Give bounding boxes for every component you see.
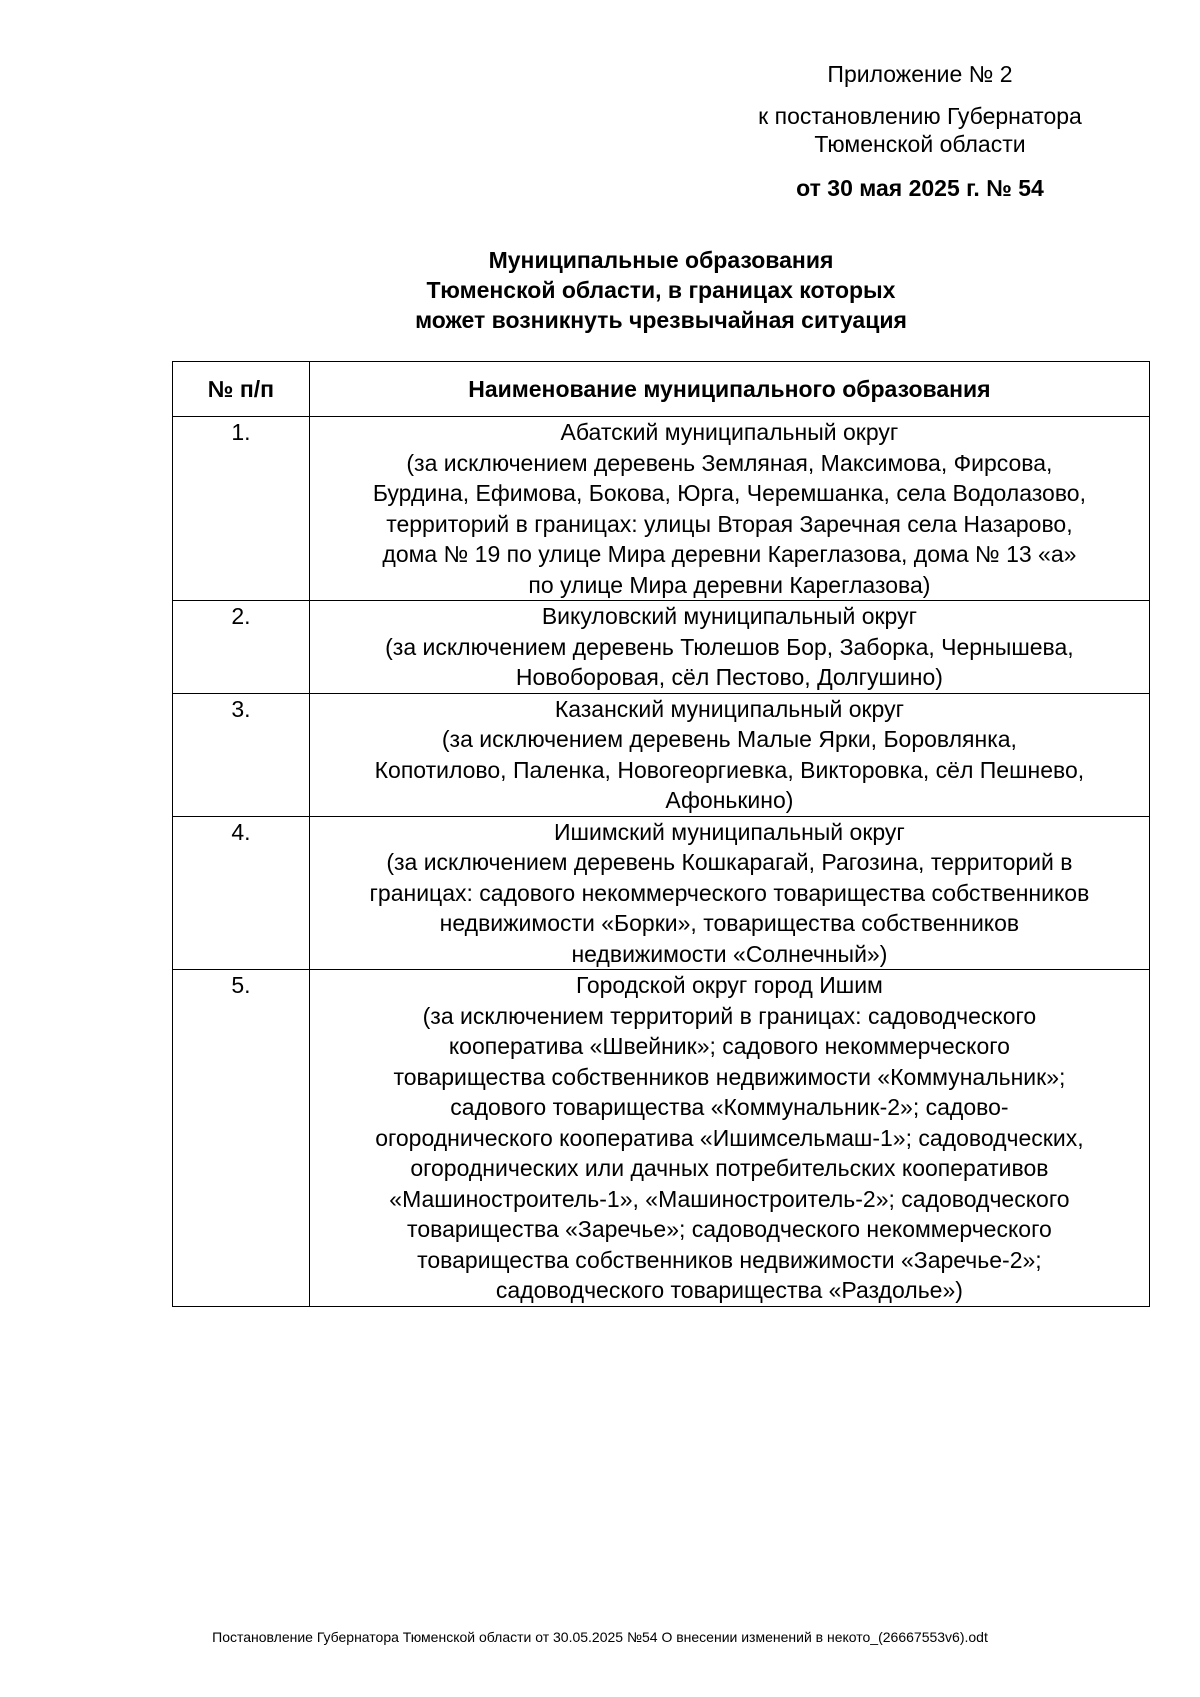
document-title-line: Муниципальные образования [488, 247, 834, 273]
municipality-name-line: (за исключением деревень Тюлешов Бор, Заборка, Чернышева, [385, 633, 1074, 660]
municipality-name-line: территорий в границах: улицы Вторая Заречная села Назарово, [386, 510, 1073, 537]
municipality-name [309, 693, 1149, 816]
municipality-name-line: дома № 19 по улице Мира деревни Кареглазова, дома № 13 «а» [382, 541, 1077, 567]
column-header-name: Наименование муниципального образования [309, 362, 1149, 417]
appendix-reference-line: Тюменской области [814, 131, 1026, 157]
municipality-name-line: (за исключением деревень Земляная, Максимова, Фирсова, [406, 449, 1053, 476]
appendix-reference-line: к постановлению Губернатора [758, 103, 1082, 129]
municipality-name [309, 417, 1149, 601]
row-number: 1. [173, 417, 310, 601]
row-number: 5. [173, 970, 310, 1307]
row-number: 4. [173, 816, 310, 970]
municipality-name-line: Бурдина, Ефимова, Бокова, Юрга, Черемшанка, села Водолазово, [372, 480, 1086, 506]
table-row [173, 417, 1150, 601]
municipality-name-line: недвижимости «Солнечный») [571, 940, 888, 967]
municipality-name-line: Новоборовая, сёл Пестово, Долгушино) [515, 664, 943, 690]
document-title-line: Тюменской области, в границах которых [426, 277, 896, 303]
municipality-name-line: Копотилово, Паленка, Новогеоргиевка, Викторовка, сёл Пешнево, [374, 756, 1085, 783]
municipality-name [309, 816, 1149, 970]
table-row [173, 970, 1150, 1307]
municipality-name-line: огороднических или дачных потребительских кооперативов [410, 1155, 1049, 1181]
municipality-name-line: товарищества собственников недвижимости «Коммунальник»; [393, 1063, 1066, 1090]
table-header-row [173, 362, 1150, 417]
municipalities-table [172, 361, 1150, 1307]
municipality-name-line: садового товарищества «Коммунальник-2»; садово- [450, 1094, 1009, 1120]
appendix-label: Приложение № 2 [827, 61, 1013, 87]
municipality-name-line: огороднического кооператива «Ишимсельмаш-1»; садоводческих, [375, 1124, 1084, 1151]
municipality-name [309, 970, 1149, 1307]
document-title [172, 245, 1150, 335]
municipality-name-line: Афонькино) [665, 787, 794, 813]
municipality-name-line: товарищества «Заречье»; садоводческого некоммерческого [407, 1216, 1052, 1242]
footer-filename: Постановление Губернатора Тюменской области от 30.05.2025 №54 О внесении изменений в некото_(26667553v6).odt [212, 1629, 988, 1645]
municipality-name-line: (за исключением территорий в границах: садоводческого [422, 1002, 1037, 1029]
municipality-name-line: Викуловский муниципальный округ [541, 603, 917, 629]
municipality-name-line: Городской округ город Ишим [575, 972, 883, 998]
municipality-name-line: по улице Мира деревни Кареглазова) [528, 571, 931, 598]
municipality-name-line: Ишимский муниципальный округ [553, 818, 905, 845]
row-number: 2. [173, 601, 310, 694]
table-row [173, 816, 1150, 970]
municipality-name-line: кооператива «Швейник»; садового некоммерческого [448, 1033, 1010, 1059]
municipality-name-line: товарищества собственников недвижимости «Заречье-2»; [417, 1246, 1042, 1273]
municipality-name-line: недвижимости «Борки», товарищества собственников [439, 910, 1020, 936]
appendix-date: от 30 мая 2025 г. № 54 [796, 175, 1044, 201]
table-row [173, 601, 1150, 694]
municipality-name-line: Абатский муниципальный округ [560, 419, 899, 445]
municipality-name-line: Казанский муниципальный округ [554, 695, 904, 722]
document-title-line: может возникнуть чрезвычайная ситуация [415, 307, 907, 333]
municipality-name-line: (за исключением деревень Кошкарагай, Рагозина, территорий в [386, 849, 1073, 875]
appendix-reference [700, 102, 1140, 158]
municipality-name [309, 601, 1149, 694]
municipality-name-line: садоводческого товарищества «Раздолье») [495, 1277, 963, 1303]
column-header-number: № п/п [173, 362, 310, 417]
row-number: 3. [173, 693, 310, 816]
table-body [173, 417, 1150, 1307]
municipality-name-line: границах: садового некоммерческого товарищества собственников [369, 879, 1090, 906]
table-row [173, 693, 1150, 816]
municipality-name-line: (за исключением деревень Малые Ярки, Боровлянка, [441, 726, 1017, 752]
municipality-name-line: «Машиностроитель-1», «Машиностроитель-2»; садоводческого [389, 1185, 1070, 1212]
